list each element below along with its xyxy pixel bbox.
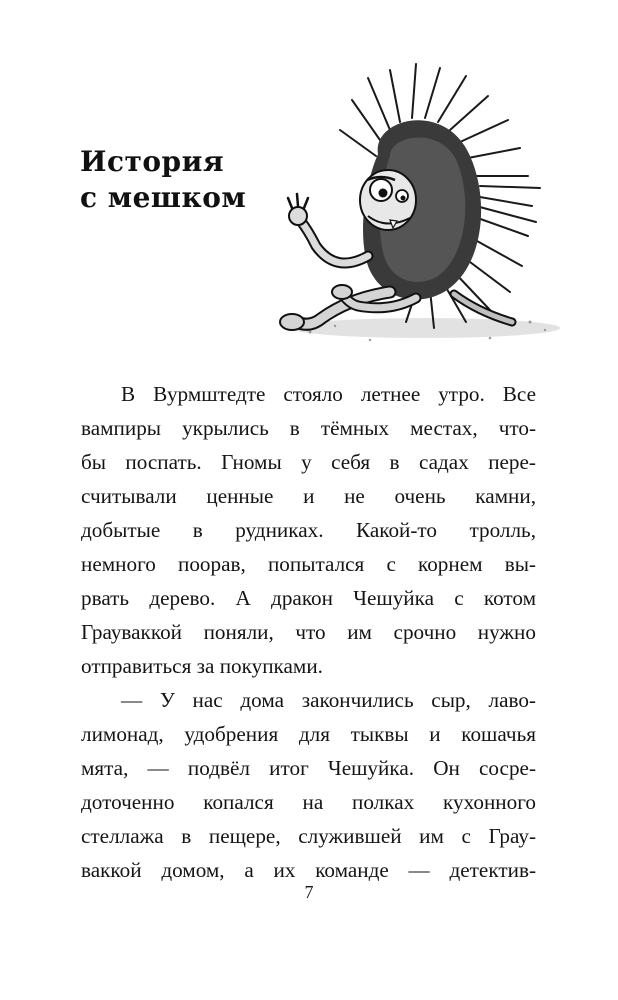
chapter-title-line-2: с мешком (80, 181, 247, 214)
text-line: мята, — подвёл итог Чешуйка. Он сосре- (81, 756, 536, 780)
text-line: вампиры укрылись в тёмных местах, что- (81, 416, 536, 440)
text-line: добытые в рудниках. Какой-то тролль, (81, 518, 536, 542)
text-line: — У нас дома закончились сыр, лаво- (121, 688, 536, 712)
text-line: рвать дерево. А дракон Чешуйка с котом (81, 586, 536, 610)
body-text (81, 377, 536, 887)
page-number: 7 (304, 882, 314, 902)
text-line: считывали ценные и не очень камни, (81, 484, 536, 508)
text-line: бы поспать. Гномы у себя в садах пере- (81, 450, 536, 474)
text-line: В Вурмштедте стояло летнее утро. Все (121, 382, 536, 406)
text-line: отправиться за покупками. (81, 654, 323, 678)
text-line: лимонад, удобрения для тыквы и кошачья (81, 722, 536, 746)
text-line: ваккой домом, а их команде — детектив- (81, 858, 536, 882)
hedgehog-troll-illustration (240, 60, 570, 360)
text-line: Грауваккой поняли, что им срочно нужно (81, 620, 536, 644)
chapter-title (80, 144, 246, 216)
text-line: немного поорав, попытался с корнем вы- (81, 552, 536, 576)
text-line: стеллажа в пещере, служившей им с Грау- (81, 824, 536, 848)
text-line: доточенно копался на полках кухонного (81, 790, 536, 814)
chapter-title-line-1: История (80, 145, 225, 178)
